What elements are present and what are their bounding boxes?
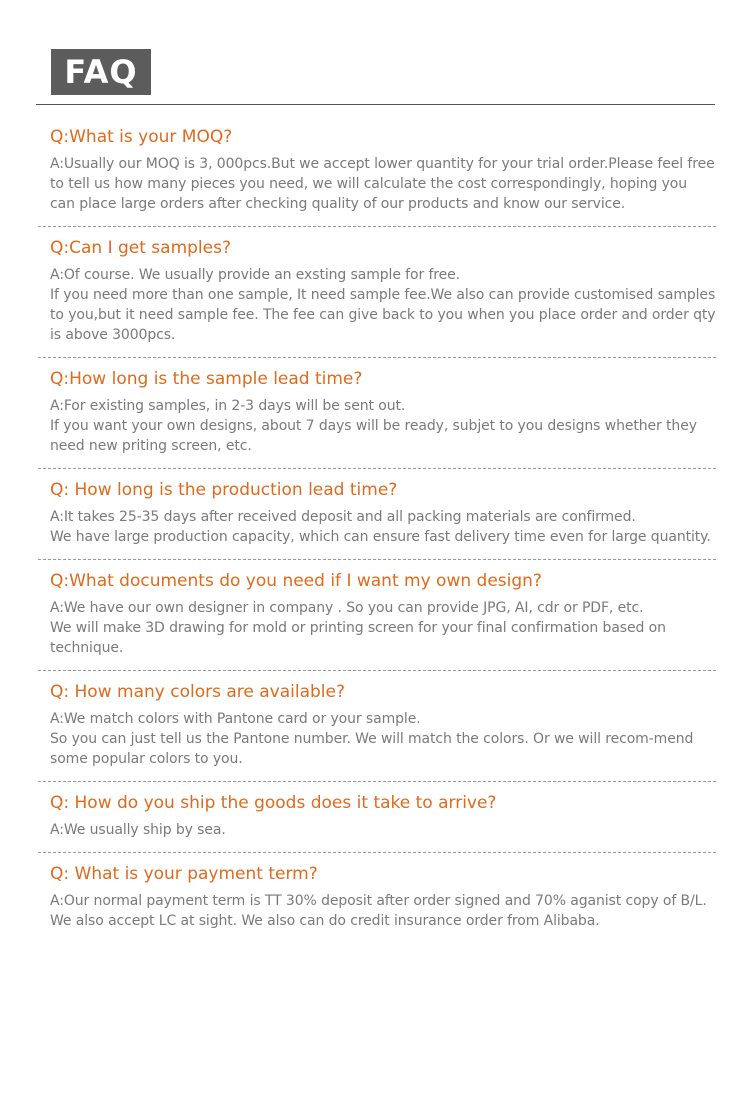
faq-answer: A:We usually ship by sea.	[50, 822, 226, 838]
faq-item-production-lead-time	[38, 469, 716, 560]
faq-header	[36, 49, 715, 105]
faq-answer: A:We match colors with Pantone card or your sample. So you can just tell us the Pantone number. We will match the colors. Or we will recom-mend some popular colors to you.	[50, 711, 694, 767]
faq-question: Q: How many colors are available?	[50, 682, 345, 702]
faq-item-payment	[38, 853, 716, 943]
faq-item-colors	[38, 671, 716, 782]
faq-question: Q:How long is the sample lead time?	[50, 369, 363, 389]
faq-question: Q: How long is the production lead time?	[50, 480, 398, 500]
faq-answer: A:It takes 25-35 days after received deposit and all packing materials are confirmed. We have large production capacity, which can ensure fast delivery time even for large quantity.	[50, 509, 711, 545]
faq-answer: A:Of course. We usually provide an exsting sample for free. If you need more than one sample, It need sample fee.We also can provide customised samples to you,but it need sample fee. The fee can give back to you when you place order and order qty is above 3000pcs.	[50, 267, 716, 343]
faq-item-sample-lead-time	[38, 358, 716, 469]
faq-question: Q:What documents do you need if I want my own design?	[50, 571, 542, 591]
faq-question: Q:What is your MOQ?	[50, 127, 233, 147]
faq-answer: A:For existing samples, in 2-3 days will be sent out. If you want your own designs, about 7 days will be ready, subjet to you designs whether they need new priting screen, etc.	[50, 398, 697, 454]
faq-title-badge: FAQ	[51, 49, 151, 95]
faq-question: Q: How do you ship the goods does it take to arrive?	[50, 793, 497, 813]
faq-answer: A:Our normal payment term is TT 30% deposit after order signed and 70% aganist copy of B/L. We also accept LC at sight. We also can do credit insurance order from Alibaba.	[50, 893, 707, 929]
faq-item-moq	[38, 116, 716, 227]
faq-item-shipping	[38, 782, 716, 853]
faq-answer: A:Usually our MOQ is 3, 000pcs.But we accept lower quantity for your trial order.Please feel free to tell us how many pieces you need, we will calculate the cost correspondingly, hoping you can place large orders after checking quality of our products and know our service.	[50, 156, 715, 212]
faq-item-documents	[38, 560, 716, 671]
faq-answer: A:We have our own designer in company . So you can provide JPG, AI, cdr or PDF, etc. We will make 3D drawing for mold or printing screen for your final confirmation based on technique.	[50, 600, 666, 656]
faq-item-samples	[38, 227, 716, 358]
faq-question: Q:Can I get samples?	[50, 238, 231, 258]
faq-list	[38, 116, 716, 943]
faq-question: Q: What is your payment term?	[50, 864, 318, 884]
